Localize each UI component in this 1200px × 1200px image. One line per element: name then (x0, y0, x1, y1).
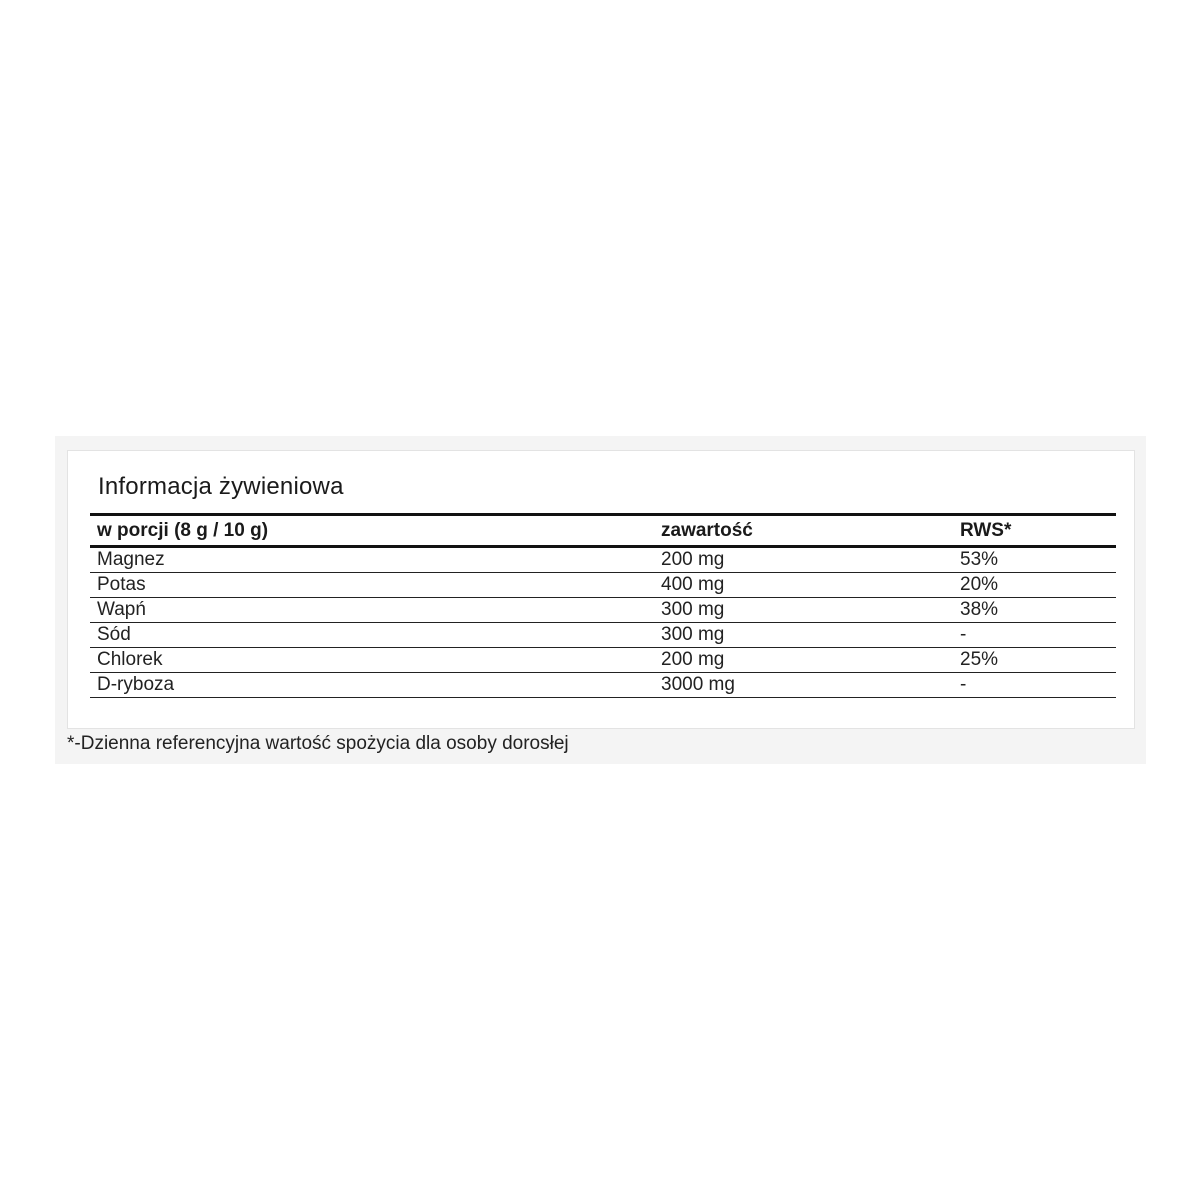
table-row (90, 648, 1116, 673)
header-amount: zawartość (661, 519, 753, 541)
table-header (90, 515, 1116, 547)
nutrient-amount: 400 mg (661, 574, 725, 595)
nutrient-name: Potas (97, 574, 146, 595)
nutrient-amount: 200 mg (661, 549, 725, 570)
nutrition-card (67, 450, 1135, 729)
nutrient-amount: 300 mg (661, 599, 725, 620)
table-row (90, 623, 1116, 648)
nutrient-rws: 53% (960, 549, 999, 570)
table-row (90, 598, 1116, 623)
nutrient-amount: 300 mg (661, 624, 725, 645)
nutrition-title: Informacja żywieniowa (98, 473, 344, 500)
header-row (90, 515, 1116, 547)
table-row (90, 573, 1116, 598)
nutrient-name: Magnez (97, 549, 165, 570)
nutrient-name: Wapń (97, 599, 146, 620)
nutrient-amount: 3000 mg (661, 674, 735, 695)
nutrient-amount: 200 mg (661, 649, 725, 670)
nutrient-rws: - (960, 674, 967, 695)
header-portion: w porcji (8 g / 10 g) (97, 519, 269, 541)
nutrient-name: D-ryboza (97, 674, 175, 695)
footnote: *-Dzienna referencyjna wartość spożycia dla osoby dorosłej (67, 733, 569, 754)
nutrient-rws: - (960, 624, 967, 645)
nutrient-rws: 20% (960, 574, 999, 595)
nutrition-panel (55, 436, 1146, 764)
nutrition-table (90, 513, 1116, 698)
nutrient-rws: 25% (960, 649, 999, 670)
nutrient-rws: 38% (960, 599, 999, 620)
nutrient-name: Sód (97, 624, 131, 645)
header-rws: RWS* (960, 519, 1012, 541)
nutrient-name: Chlorek (97, 649, 163, 670)
table-row (90, 673, 1116, 698)
table-body (90, 547, 1116, 698)
table-row (90, 547, 1116, 573)
